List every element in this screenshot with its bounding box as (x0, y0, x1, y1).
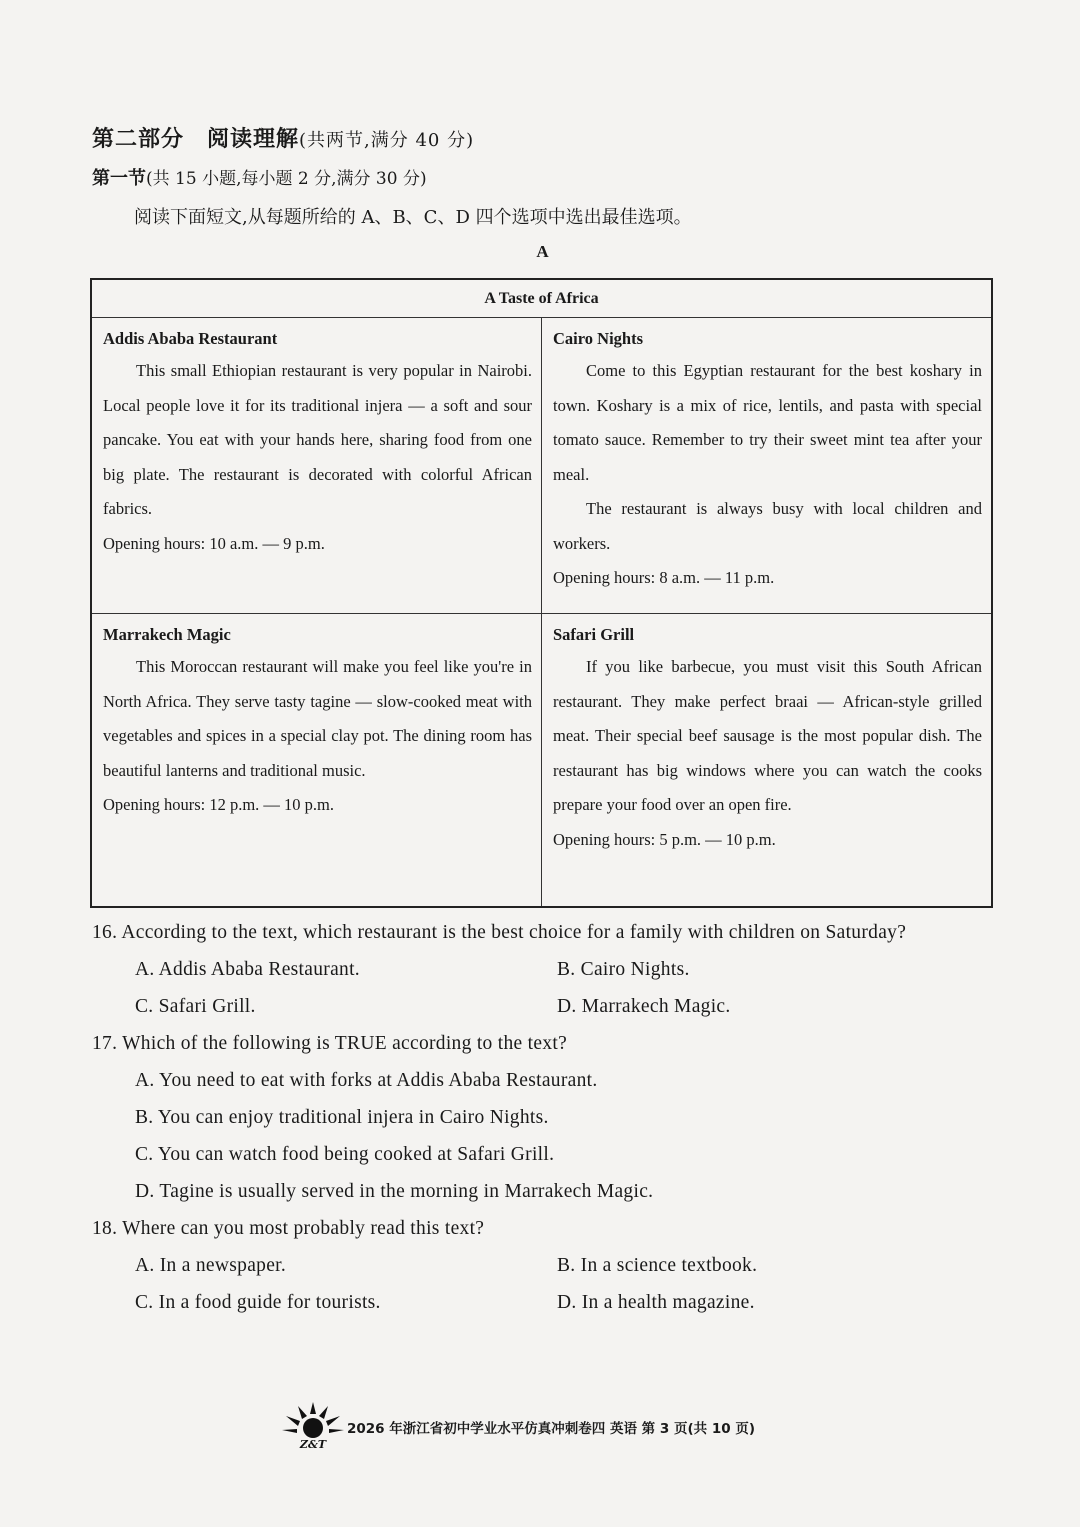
part-subtitle: (共两节,满分 40 分) (299, 130, 475, 151)
option-b[interactable]: B. In a science textbook. (557, 1255, 758, 1276)
part-title-text: 第二部分 阅读理解 (92, 127, 300, 152)
page-footer (280, 1400, 840, 1450)
part-title (92, 122, 474, 153)
restaurant-name: Marrakech Magic (103, 625, 231, 644)
logo-text: Z&T (299, 1438, 327, 1450)
option-d[interactable]: D. In a health magazine. (557, 1292, 755, 1313)
restaurant-description: This small Ethiopian restaurant is very popular in Nairobi. Local people love it for its traditional injera — a soft and sour pancake. You eat with your hands here, sharing food from one big plate. The restaurant is decorated with colorful African fabrics. (103, 361, 532, 518)
section-subtitle: (共 15 小题,每小题 2 分,满分 30 分) (146, 169, 427, 189)
option-c[interactable]: C. In a food guide for tourists. (135, 1292, 381, 1313)
question-stem: 18. Where can you most probably read this text? (92, 1218, 485, 1239)
opening-hours: Opening hours: 12 p.m. — 10 p.m. (103, 795, 334, 814)
option-d[interactable]: D. Marrakech Magic. (557, 996, 731, 1017)
instruction: 阅读下面短文,从每题所给的 A、B、C、D 四个选项中选出最佳选项。 (134, 207, 692, 228)
restaurant-description: This Moroccan restaurant will make you feel like you're in North Africa. They serve tasty tagine — slow-cooked meat with vegetables and spices in a special clay pot. The dining room has beautiful lanterns and traditional music. (103, 657, 532, 780)
questions (92, 914, 994, 1321)
option-b[interactable]: B. Cairo Nights. (557, 959, 690, 980)
answer-options (92, 1062, 994, 1210)
footer-text: 2026 年浙江省初中学业水平仿真冲刺卷四 英语 第 3 页(共 10 页) (347, 1421, 755, 1437)
restaurant-description-extra: The restaurant is always busy with local children and workers. (553, 499, 982, 553)
answer-options (92, 1247, 994, 1321)
passage-label: A (536, 242, 549, 261)
opening-hours: Opening hours: 8 a.m. — 11 p.m. (553, 568, 775, 587)
option-a[interactable]: A. You need to eat with forks at Addis Ababa Restaurant. (135, 1070, 598, 1091)
option-a[interactable]: A. Addis Ababa Restaurant. (135, 959, 360, 980)
question-16 (92, 914, 994, 1025)
question-stem: 17. Which of the following is TRUE according to the text? (92, 1033, 568, 1054)
restaurant-description: Come to this Egyptian restaurant for the best koshary in town. Koshary is a mix of rice, lentils, and pasta with special tomato sauce. Remember to try their sweet mint tea after your meal. (553, 361, 982, 484)
question-18 (92, 1210, 994, 1321)
restaurant-description: If you like barbecue, you must visit this South African restaurant. They make perfect braai — African-style grilled meat. Their special beef sausage is the most popular dish. The restaurant has big windows where you can watch the cooks prepare your food over an open fire. (553, 657, 982, 814)
restaurant-name: Addis Ababa Restaurant (103, 329, 278, 348)
question-stem: 16. According to the text, which restaurant is the best choice for a family with children on Saturday? (92, 922, 907, 943)
option-c[interactable]: C. Safari Grill. (135, 996, 256, 1017)
restaurant-cell (91, 318, 542, 614)
restaurant-cell (542, 614, 993, 908)
answer-options (92, 951, 994, 1025)
option-c[interactable]: C. You can watch food being cooked at Safari Grill. (135, 1144, 555, 1165)
opening-hours: Opening hours: 5 p.m. — 10 p.m. (553, 829, 776, 849)
option-d[interactable]: D. Tagine is usually served in the morning in Marrakech Magic. (135, 1181, 654, 1202)
restaurant-name: Cairo Nights (553, 329, 643, 348)
restaurant-cell (542, 318, 993, 614)
restaurant-table (90, 278, 993, 908)
opening-hours: Opening hours: 10 a.m. — 9 p.m. (103, 533, 325, 553)
section-title-text: 第一节 (92, 168, 146, 189)
question-17 (92, 1025, 994, 1210)
publisher-logo-icon (280, 1400, 346, 1450)
restaurant-name: Safari Grill (553, 625, 635, 644)
option-a[interactable]: A. In a newspaper. (135, 1255, 287, 1276)
option-b[interactable]: B. You can enjoy traditional injera in Cairo Nights. (135, 1107, 549, 1128)
restaurant-cell (91, 614, 542, 908)
table-title: A Taste of Africa (91, 279, 992, 318)
section-title (92, 164, 427, 190)
